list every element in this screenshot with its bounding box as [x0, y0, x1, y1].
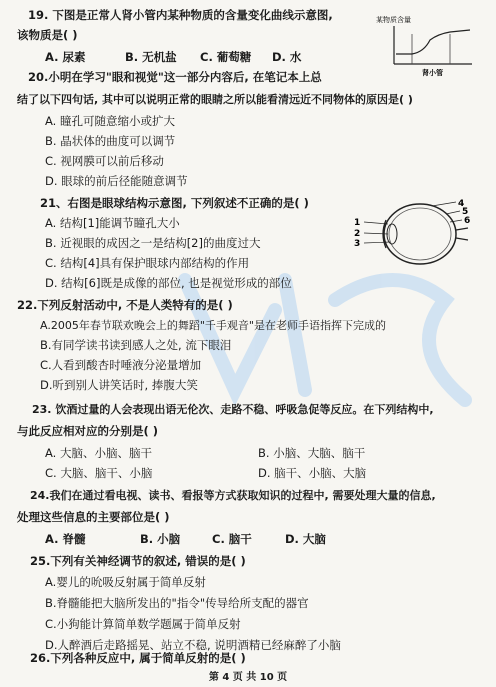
eye-label-2: 2 [354, 229, 361, 239]
eye-label-4: 4 [458, 199, 465, 209]
q26-stem: 26.下列各种反应中, 属于简单反射的是( ) [30, 651, 246, 665]
q23-stem-line1: 23. 饮酒过量的人会表现出语无伦次、走路不稳、呼吸急促等反应。在下列结构中, [32, 403, 434, 416]
q20-option-c: C. 视网膜可以前后移动 [45, 154, 164, 168]
q22-stem: 22.下列反射活动中, 不是人类特有的是( ) [17, 298, 233, 312]
q23-stem-line2: 与此反应相对应的分别是( ) [17, 424, 159, 438]
q21-option-d: D. 结构[6]既是成像的部位, 也是视觉形成的部位 [45, 276, 292, 290]
eye-label-5: 5 [462, 207, 469, 217]
q20-stem-line1: 20.小明在学习"眼和视觉"这一部分内容后, 在笔记本上总 [28, 70, 322, 84]
q25-option-b: B.脊髓能把大脑所发出的"指令"传导给所支配的器官 [45, 596, 309, 610]
q23-option-c: C. 大脑、脑干、小脑 [45, 466, 153, 480]
q19-option-a: A. 尿素 [45, 50, 86, 64]
eyeball-structure-figure [350, 198, 474, 268]
q22-option-a: A.2005年春节联欢晚会上的舞蹈"千手观音"是在老师手语指挥下完成的 [40, 319, 386, 332]
q23-option-a: A. 大脑、小脑、脑干 [45, 446, 152, 460]
q21-option-a: A. 结构[1]能调节瞳孔大小 [45, 216, 180, 230]
q24-stem-line1: 24.我们在通过看电视、读书、看报等方式获取知识的过程中, 需要处理大量的信息, [30, 489, 436, 502]
q25-option-d: D.人醉酒后走路摇晃、站立不稳, 说明酒精已经麻醉了小脑 [45, 638, 341, 652]
q24-option-b: B. 小脑 [140, 532, 181, 546]
q22-option-c: C.人看到酸杏时唾液分泌量增加 [40, 358, 202, 372]
q19-option-b: B. 无机盐 [125, 50, 177, 64]
q24-option-d: D. 大脑 [285, 532, 326, 546]
q21-stem: 21、右图是眼球结构示意图, 下列叙述不正确的是( ) [40, 196, 309, 210]
q24-option-a: A. 脊髓 [45, 532, 86, 546]
q19-stem-line1: 19. 下图是正常人肾小管内某种物质的含量变化曲线示意图, [28, 8, 333, 22]
eye-label-1: 1 [354, 218, 361, 228]
q20-option-a: A. 瞳孔可随意缩小或扩大 [45, 114, 175, 128]
q21-option-b: B. 近视眼的成因之一是结构[2]的曲度过大 [45, 236, 261, 250]
q19-option-c: C. 葡萄糖 [200, 50, 252, 64]
page-number-footer: 第 4 页 共 10 页 [208, 672, 288, 683]
eye-label-6: 6 [464, 216, 471, 226]
q22-option-d: D.听到别人讲笑话时, 捧腹大笑 [40, 378, 198, 392]
q25-option-c: C.小狗能计算简单数学题属于简单反射 [45, 617, 241, 631]
q25-option-a: A.婴儿的吮吸反射属于简单反射 [45, 575, 206, 589]
q20-option-b: B. 晶状体的曲度可以调节 [45, 134, 176, 148]
q21-option-c: C. 结构[4]具有保护眼球内部结构的作用 [45, 256, 250, 270]
q20-stem-line2: 结了以下四句话, 其中可以说明正常的眼睛之所以能看清远近不同物体的原因是( ) [17, 93, 413, 106]
q19-option-d: D. 水 [272, 50, 302, 64]
kidney-tubule-curve-figure [372, 12, 476, 78]
q19-stem-line2: 该物质是( ) [17, 28, 78, 42]
q23-option-d: D. 脑干、小脑、大脑 [258, 466, 367, 480]
eye-label-3: 3 [354, 239, 361, 249]
q25-stem: 25.下列有关神经调节的叙述, 错误的是( ) [30, 554, 246, 568]
fig19-ylabel: 某物质含量 [376, 16, 411, 24]
q24-stem-line2: 处理这些信息的主要部位是( ) [17, 510, 170, 524]
q23-option-b: B. 小脑、大脑、脑干 [258, 446, 366, 460]
q24-option-c: C. 脑干 [212, 532, 252, 546]
q20-option-d: D. 眼球的前后径能随意调节 [45, 174, 188, 188]
q22-option-b: B.有同学读书读到感人之处, 流下眼泪 [40, 338, 232, 352]
fig19-xlabel: 肾小管 [422, 69, 443, 77]
